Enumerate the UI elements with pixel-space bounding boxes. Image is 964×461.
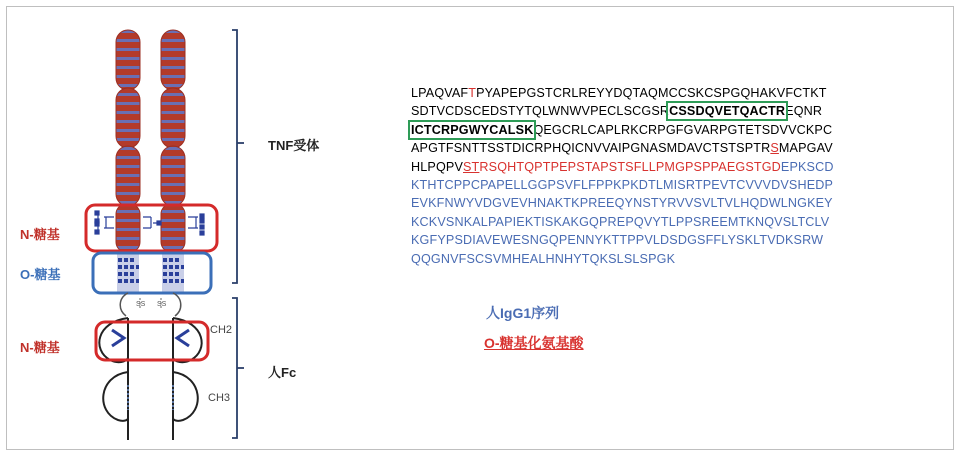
ch2-label: CH2 [210, 324, 233, 336]
n-glycosylation-label-2: N-糖基 [20, 340, 60, 355]
n-glycan-icons-upper [95, 211, 204, 235]
protein-sequence [411, 84, 834, 268]
o-glycosylation-label: O-糖基 [20, 267, 61, 282]
legend-igg1: 人IgG1序列 [486, 305, 560, 321]
o-glyco-residue: ST [463, 159, 480, 174]
highlighted-peptide-2: ICTCRPGWYCALSK [411, 122, 534, 137]
o-glyco-residue: S [770, 141, 779, 156]
right-tnf-receptor-chain [161, 30, 185, 252]
sequence-line-4 [411, 139, 834, 157]
ch3-domains [103, 372, 198, 421]
sequence-line-1 [411, 84, 834, 102]
n-glycosylation-label-1: N-糖基 [20, 227, 60, 242]
seq-text: PYAPEPGSTCRLREYYDQTAQMCCSKCSPGQHAKVFCTKT [476, 86, 827, 100]
hinge-region [120, 293, 181, 316]
fc-bracket [232, 298, 244, 438]
ch3-ss-bonds [128, 385, 173, 410]
human-fc-label: 人Fc [268, 365, 297, 380]
seq-text: HLPQPV [411, 159, 463, 174]
ss-label-right: SS [157, 301, 167, 308]
ss-label-left: SS [136, 301, 146, 308]
sequence-line-9: KGFYPSDIAVEWESNGQPENNYKTTPPVLDSDGSFFLYSKLTVDKSRW [411, 233, 824, 248]
legend-o-glyco: O-糖基化氨基酸 [484, 335, 584, 351]
tnf-receptor-label: TNF受体 [268, 138, 320, 153]
left-tnf-receptor-chain [116, 30, 140, 252]
sequence-line-5 [411, 158, 834, 176]
sequence-line-6: KTHTCPPCPAPELLGGPSVFLFPPKPKDTLMISRTPEVTCVVVDVSHEDP [411, 177, 834, 192]
highlighted-peptide-1: CSSDQVETQACTR [669, 104, 786, 119]
sequence-line-8: KCKVSNKALPAPIEKTISKAKGQPREPQVYTLPPSREEMTKNQVSLTCLV [411, 214, 830, 229]
tnf-bracket [232, 30, 244, 283]
seq-text: QEGCRLCAPLRKCRPGFGVARPGTETSDVVCKPC [533, 122, 833, 137]
ch2-domains [99, 318, 201, 440]
n-glycan-icons-lower [112, 330, 189, 346]
seq-text: APGTFSNTTSSTDICRPHQICNVVAIPGNASMDAVCTSTSPTR [411, 141, 771, 156]
n-glycosylation-box-lower [96, 322, 208, 360]
seq-text: EQNR [785, 104, 823, 119]
sequence-line-7: EVKFNWYVDGVEVHNAKTKPREEQYNSTYRVVSVLTVLHQDWLNGKEY [411, 196, 833, 211]
igg1-sequence: EPKSCD [780, 159, 834, 174]
ch3-label: CH3 [208, 392, 231, 404]
sequence-line-10: QQGNVFSCSVMHEALHNHYTQKSLSLSPGK [411, 251, 676, 266]
o-glyco-residue: T [468, 86, 477, 100]
sequence-line-2 [411, 102, 834, 120]
o-glycosylation-box [93, 253, 211, 293]
sequence-line-3 [411, 121, 834, 139]
o-glyco-region: RSQHTQPTPEPSTAPSTSFLLPMGPSPPAEGSTGD [479, 159, 781, 174]
seq-text: MAPGAV [778, 141, 833, 156]
seq-text: LPAQVAF [411, 86, 469, 100]
seq-text: SDTVCDSCEDSTYTQLWNWVPECLSCGSR [411, 104, 670, 119]
